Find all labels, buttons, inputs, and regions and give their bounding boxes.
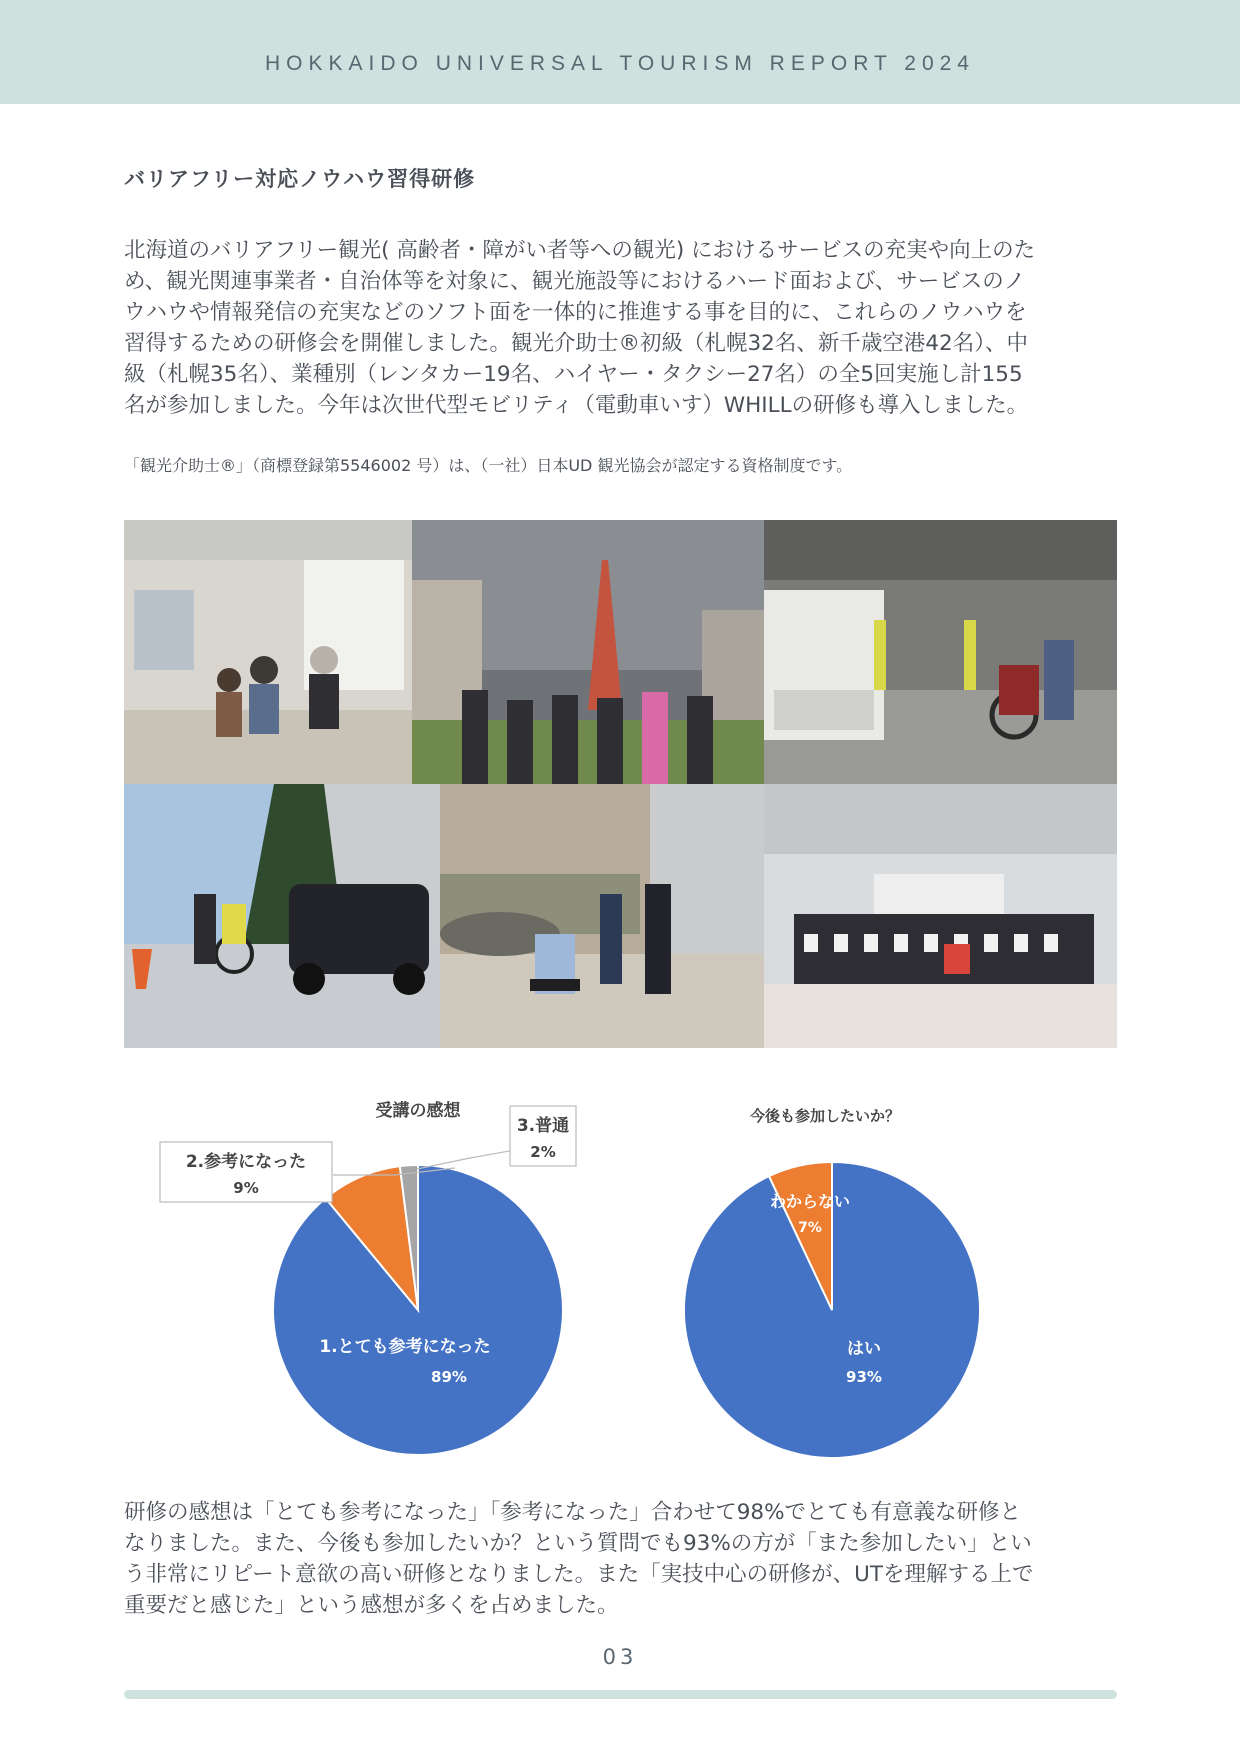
slice-label: 3.普通 [516, 1116, 570, 1136]
photo-taxi-boarding [124, 784, 440, 1048]
leader-line [417, 1150, 515, 1169]
pie-slices [273, 1165, 563, 1455]
intro-line: 習得するための研修会を開催しました。観光介助士®初級（札幌32名、新千歳空港42名）、中 [124, 331, 1028, 356]
outro-paragraph [124, 1497, 1124, 1621]
slice-value-label: 9% [233, 1179, 259, 1197]
intro-line: 北海道のバリアフリー観光( 高齢者・障がい者等への観光) におけるサービスの充実や向上のた [124, 238, 1036, 263]
outro-line: 研修の感想は「とても参考になった」「参考になった」合わせて98%でとても有意義な研修と [124, 1500, 1022, 1525]
slice-label: 1.とても参考になった [319, 1337, 491, 1357]
slice-label: はい [847, 1339, 881, 1359]
slice-value-label: 2% [530, 1143, 556, 1161]
photo-tv-tower-group [412, 520, 764, 784]
intro-line: 級（札幌35名）、業種別（レンタカー19名、ハイヤー・タクシー27名）の全5回実施し計155 [124, 362, 1023, 387]
page-number: 03 [602, 1645, 638, 1669]
report-title: HOKKAIDO UNIVERSAL TOURISM REPORT 2024 [265, 52, 975, 75]
intro-line: 名が参加しました。今年は次世代型モビリティ（電動車いす）WHILLの研修も導入しました。 [124, 393, 1029, 418]
intro-line: ウハウや情報発信の充実などのソフト面を一体的に推進する事を目的に、これらのノウハウを [124, 300, 1027, 325]
outro-line: なりました。また、今後も参加したいか？という質問でも93%の方が「また参加したい」とい [124, 1531, 1032, 1556]
slice-value-label: 7% [798, 1220, 822, 1236]
section-title: バリアフリー対応ノウハウ習得研修 [124, 167, 476, 191]
photo-group-certificates [764, 784, 1117, 1048]
chart-title: 今後も参加したいか？ [749, 1107, 901, 1125]
photo-wheelchair-van [764, 520, 1117, 784]
outro-line: 重要だと感じた」という感想が多くを占めました。 [124, 1593, 619, 1618]
chart-title: 受講の感想 [375, 1101, 461, 1121]
intro-paragraph [124, 235, 1124, 421]
slice-label: わからない [769, 1192, 851, 1211]
photo-classroom-lecture [124, 520, 412, 784]
slice-label: 2.参考になった [185, 1152, 307, 1172]
pie-chart-return-intent [660, 1090, 1000, 1465]
pie-chart-impression [150, 1090, 600, 1465]
photo-whill-street [440, 784, 764, 1048]
intro-line: め、観光関連事業者・自治体等を対象に、観光施設等におけるハード面および、サービスのノ [124, 269, 1026, 294]
trademark-footnote: 「観光介助士®」（商標登録第5546002 号）は、（一社）日本UD 観光協会が認定する資格制度です。 [124, 456, 853, 475]
slice-value-label: 89% [431, 1368, 467, 1386]
photo-collage [124, 520, 1117, 1048]
outro-line: う非常にリピート意欲の高い研修となりました。また「実技中心の研修が、UTを理解する上で [124, 1562, 1034, 1587]
slice-value-label: 93% [846, 1368, 882, 1386]
footer-bar [124, 1690, 1117, 1699]
